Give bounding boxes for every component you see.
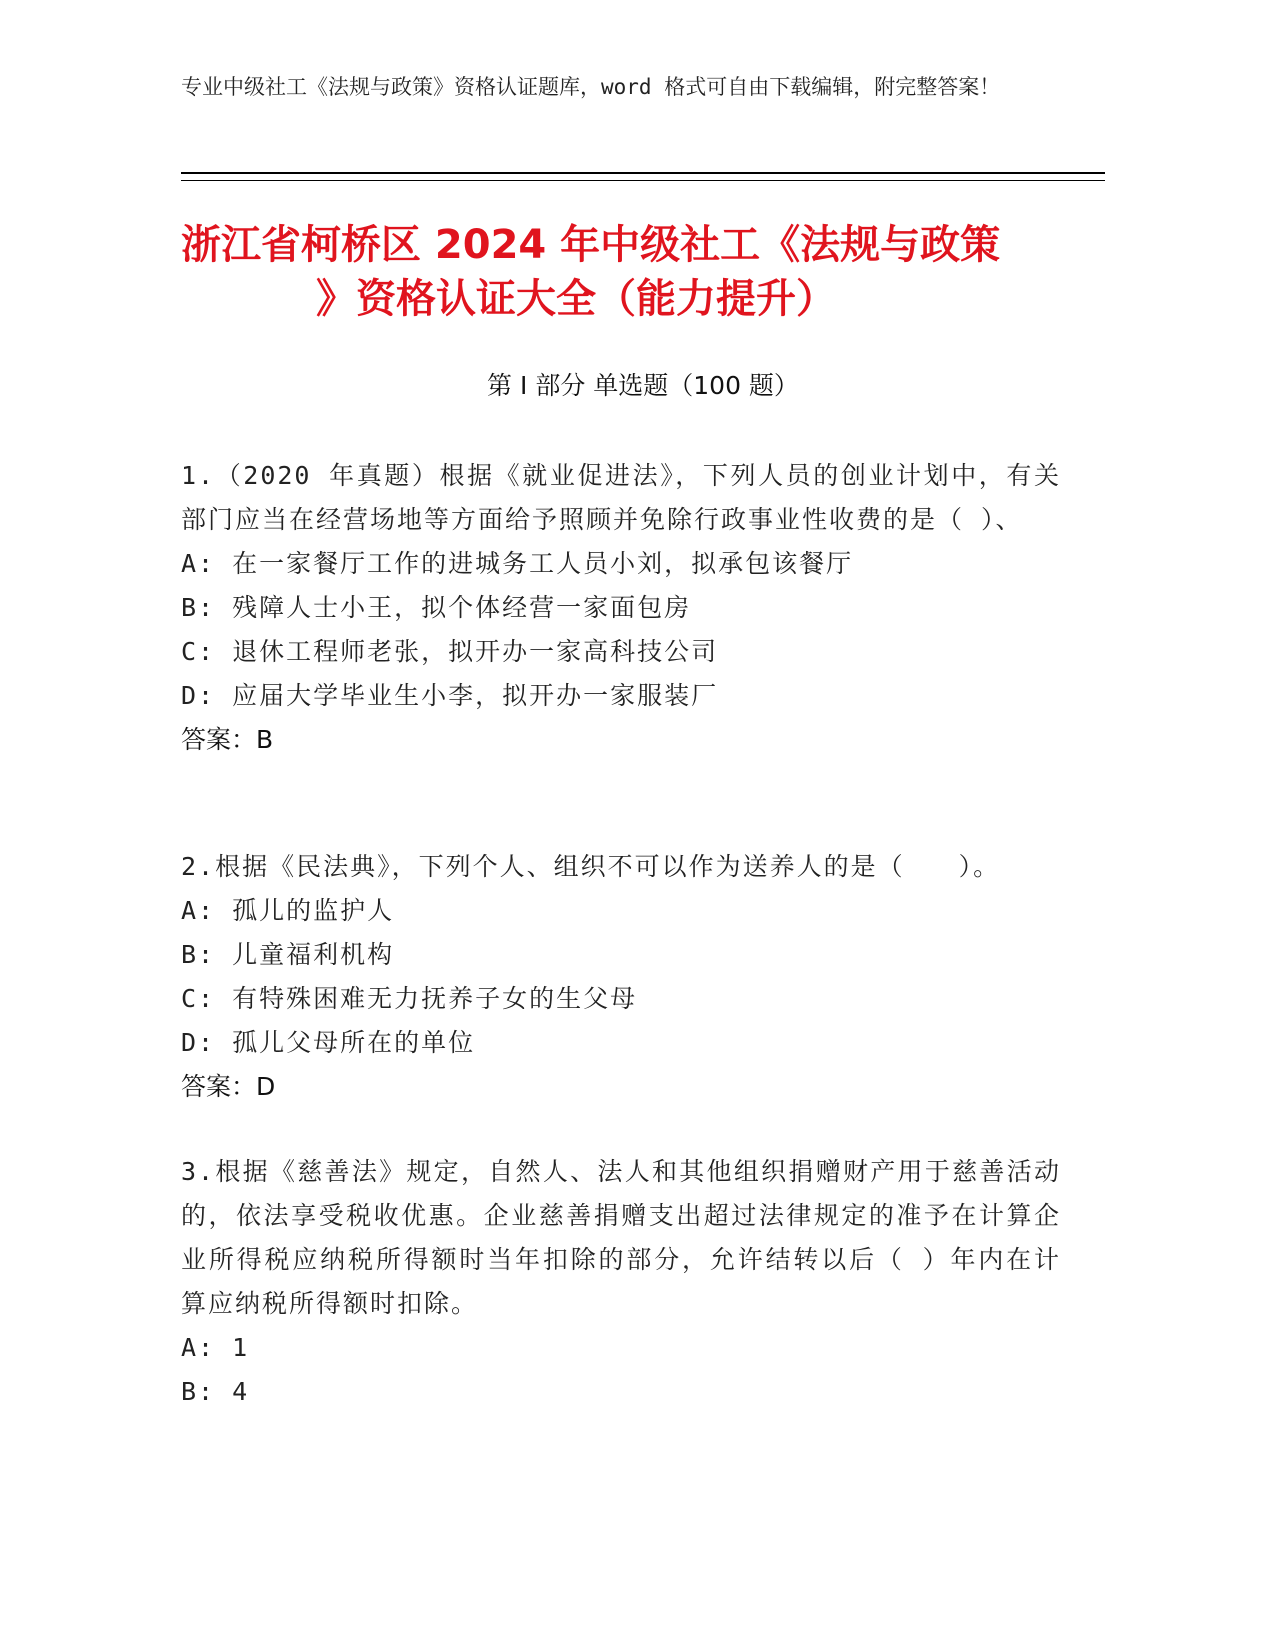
answer: 答案：B	[181, 725, 274, 754]
header-note: 专业中级社工《法规与政策》资格认证题库，word 格式可自由下载编辑，附完整答案！	[181, 75, 1001, 99]
question-stem: 2.根据《民法典》，下列个人、组织不可以作为送养人的是（ ）。	[181, 852, 1001, 881]
question-stem: 1.（2020 年真题）根据《就业促进法》，下列人员的创业计划中，有关部门应当在经营场地等方面给予照顾并免除行政事业性收费的是（ ）、	[181, 461, 1061, 534]
title-line-2: 》资格认证大全（能力提升）	[316, 276, 836, 322]
header-rule-thin	[181, 180, 1105, 181]
option-d: D: 应届大学毕业生小李，拟开办一家服装厂	[181, 681, 719, 710]
section-title: 第 I 部分 单选题（100 题）	[487, 371, 799, 400]
option-b: B: 残障人士小王，拟个体经营一家面包房	[181, 593, 692, 622]
option-c: C: 有特殊困难无力抚养子女的生父母	[181, 984, 638, 1013]
option-a: A: 孤儿的监护人	[181, 896, 395, 925]
option-a: A: 在一家餐厅工作的进城务工人员小刘，拟承包该餐厅	[181, 549, 854, 578]
question-1	[181, 454, 1061, 762]
option-d: D: 孤儿父母所在的单位	[181, 1028, 476, 1057]
header-rule-thick	[181, 172, 1105, 174]
option-a: A: 1	[181, 1333, 250, 1362]
document-title	[181, 218, 1105, 326]
answer: 答案：D	[181, 1072, 276, 1101]
title-line-1: 浙江省柯桥区 2024 年中级社工《法规与政策	[181, 222, 1001, 268]
option-b: B: 儿童福利机构	[181, 940, 395, 969]
option-b: B: 4	[181, 1377, 250, 1406]
question-3	[181, 1150, 1061, 1414]
question-stem: 3.根据《慈善法》规定，自然人、法人和其他组织捐赠财产用于慈善活动的，依法享受税收优惠。企业慈善捐赠支出超过法律规定的准予在计算企业所得税应纳税所得额时当年扣除的部分，允许结转以后（ ）年内在计算应纳税所得额时扣除。	[181, 1157, 1061, 1318]
question-2	[181, 845, 1061, 1109]
option-c: C: 退休工程师老张，拟开办一家高科技公司	[181, 637, 719, 666]
